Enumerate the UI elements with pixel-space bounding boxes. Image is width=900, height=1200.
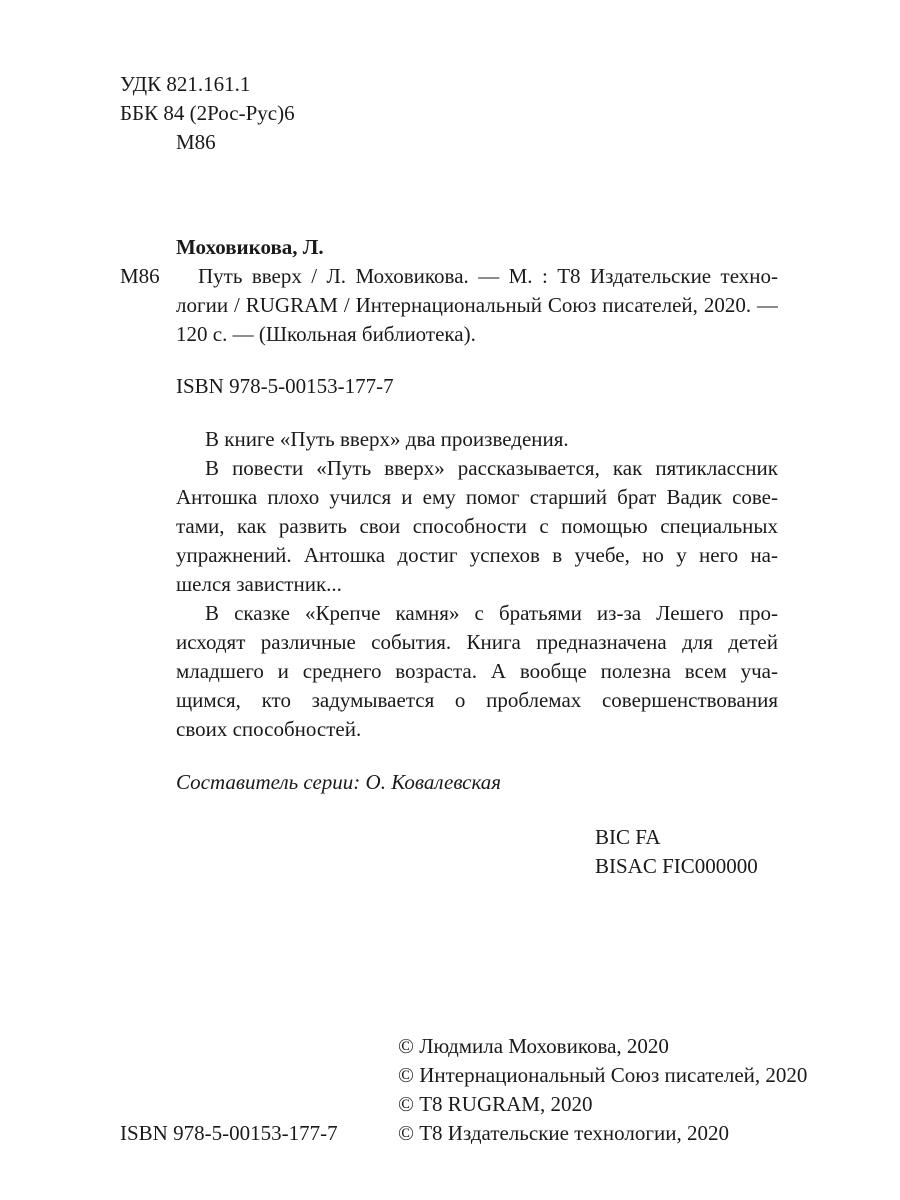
card-description-line-2: логии / RUGRAM / Интернациональный Союз писателей, 2020. — <box>176 293 778 317</box>
card-mark: М86 <box>120 264 160 288</box>
bbk-code: ББК 84 (2Рос-Рус)6 <box>120 101 295 125</box>
copyright-line-2: © Интернациональный Союз писателей, 2020 <box>398 1063 808 1087</box>
copyright-line-3: © Т8 RUGRAM, 2020 <box>398 1092 593 1116</box>
card-description-line-1: Путь вверх / Л. Моховикова. — М. : Т8 Издательские техно- <box>198 264 778 288</box>
annotation-paragraph-2-line-3: тами, как развить свои способности с помощью специальных <box>176 514 778 538</box>
bic-code: BIC FA <box>595 825 661 849</box>
annotation-paragraph-3-line-1: В сказке «Крепче камня» с братьями из-за Лешего про- <box>205 601 778 625</box>
annotation-paragraph-1: В книге «Путь вверх» два произведения. <box>205 427 569 451</box>
annotation-paragraph-2-line-4: упражнений. Антошка достиг успехов в учебе, но у него на- <box>176 543 778 567</box>
bisac-code: BISAC FIC000000 <box>595 854 758 878</box>
footer-isbn: ISBN 978-5-00153-177-7 <box>120 1121 338 1145</box>
card-isbn: ISBN 978-5-00153-177-7 <box>176 374 394 398</box>
author-mark: М86 <box>176 130 216 154</box>
author-heading: Моховикова, Л. <box>176 235 324 259</box>
annotation-paragraph-2-line-1: В повести «Путь вверх» рассказывается, как пятиклассник <box>205 456 778 480</box>
annotation-paragraph-3-line-4: щимся, кто задумывается о проблемах совершенствования <box>176 688 778 712</box>
annotation-paragraph-2-line-5: шелся завистник... <box>176 572 342 596</box>
annotation-paragraph-3-line-5: своих способностей. <box>176 717 362 741</box>
annotation-paragraph-2-line-2: Антошка плохо учился и ему помог старший брат Вадик сове- <box>176 485 778 509</box>
series-compiler: Составитель серии: О. Ковалевская <box>176 770 502 794</box>
annotation-paragraph-3-line-2: исходят различные события. Книга предназначена для детей <box>176 630 778 654</box>
udk-code: УДК 821.161.1 <box>120 72 251 96</box>
card-description-line-3: 120 с. — (Школьная библиотека). <box>176 322 476 346</box>
annotation-paragraph-3-line-3: младшего и среднего возраста. А вообще полезна всем уча- <box>176 659 778 683</box>
copyright-line-1: © Людмила Моховикова, 2020 <box>398 1034 669 1058</box>
copyright-line-4: © Т8 Издательские технологии, 2020 <box>398 1121 729 1145</box>
